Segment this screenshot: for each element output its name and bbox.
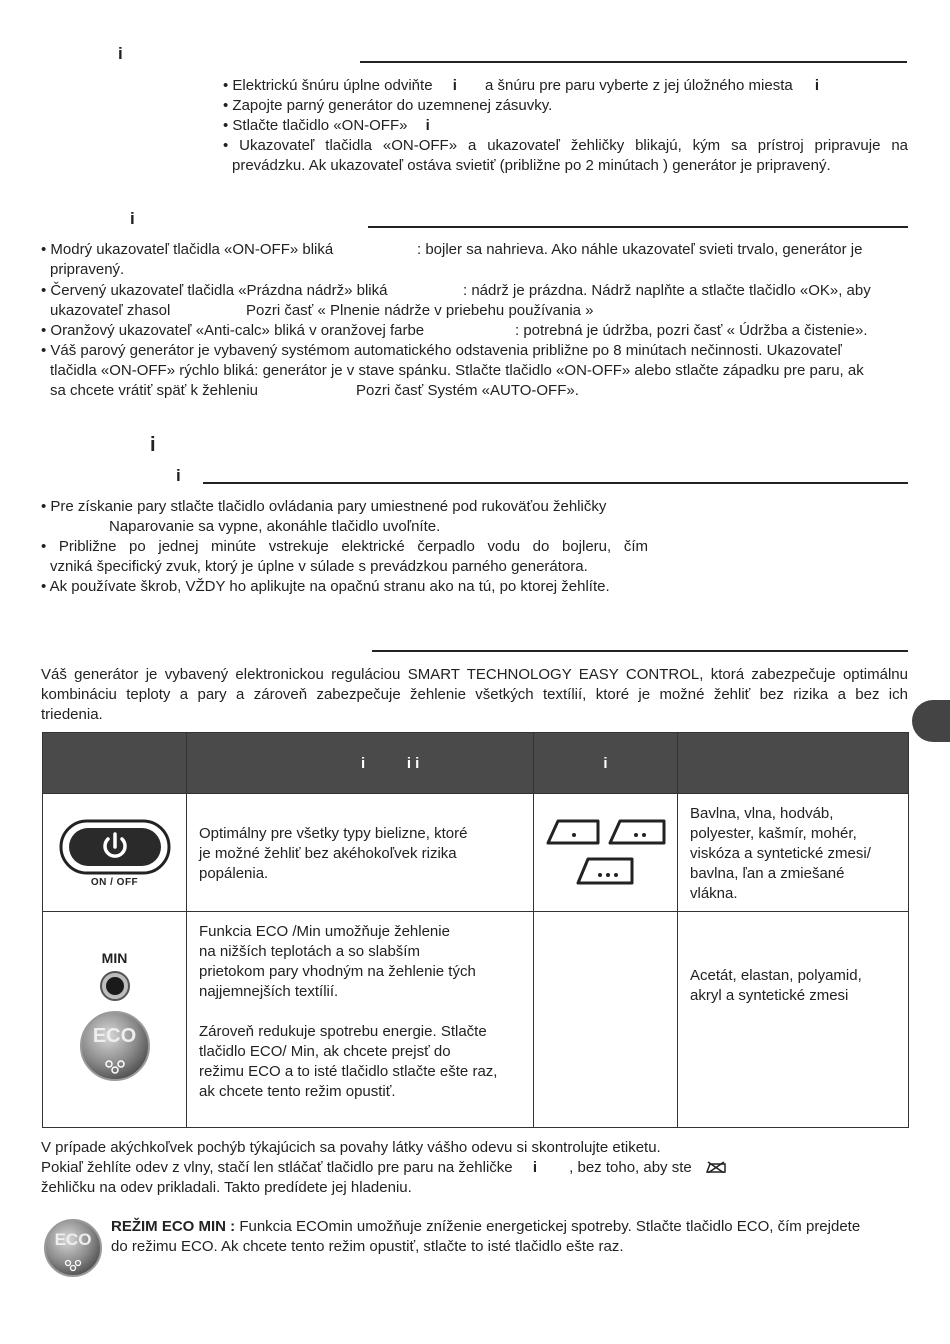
iron-one-dot-icon bbox=[548, 821, 598, 843]
table-header-cell bbox=[678, 733, 909, 794]
sec2-line: • Oranžový ukazovateľ «Anti-calc» bliká v oranžovej farbe bbox=[41, 322, 425, 339]
sec2-line: ukazovateľ zhasol bbox=[50, 302, 171, 319]
sec1-bullet-4-line1: • Ukazovateľ tlačidla «ON-OFF» a ukazovateľ žehličky blikajú, kým sa prístroj pripravuje na bbox=[223, 137, 908, 154]
fabrics-line: polyester, kašmír, mohér, bbox=[690, 825, 857, 842]
sec3-line: Naparovanie sa vypne, akonáhle tlačidlo uvoľníte. bbox=[109, 518, 441, 535]
section3-rule bbox=[203, 482, 908, 484]
eco-label: ECO bbox=[54, 1230, 92, 1249]
fabrics-line: vlákna. bbox=[690, 885, 738, 902]
description-line: popálenia. bbox=[199, 865, 269, 882]
section3-heading-icon: i bbox=[150, 434, 156, 456]
note-line: žehličku na odev prikladali. Takto predídete jej hladeniu. bbox=[41, 1179, 412, 1196]
inline-icon-marker: i bbox=[532, 1159, 537, 1176]
fabrics-cell bbox=[678, 794, 909, 912]
on-off-button-cell bbox=[43, 794, 187, 912]
fabrics-line: viskóza a syntetické zmesi/ bbox=[690, 845, 871, 862]
sec4-intro-line: triedenia. bbox=[41, 706, 103, 723]
sec1-bullet-4-line2: prevádzku. Ak ukazovateľ ostáva svietiť (približne po 2 minútach ) generátor je pripravený. bbox=[232, 157, 831, 174]
section3-subheading-icon: i bbox=[176, 466, 181, 485]
description-line: tlačidlo ECO/ Min, ak chcete prejsť do bbox=[199, 1043, 451, 1060]
fabrics-line: bavlna, ľan a zmiešané bbox=[690, 865, 845, 882]
table-header-cell bbox=[43, 733, 187, 794]
sec1-b1-text-b: a šnúru pre paru vyberte z jej úložného miesta bbox=[485, 77, 793, 94]
sec1-bullet-3 bbox=[223, 116, 430, 136]
iron-three-dots-icon bbox=[578, 859, 632, 883]
description-line: Zároveň redukuje spotrebu energie. Stlačte bbox=[199, 1023, 487, 1040]
table-header-cell: i bbox=[534, 733, 678, 794]
sec2-line: : bojler sa nahrieva. Ako náhle ukazovateľ svieti trvalo, generátor je bbox=[417, 241, 863, 258]
no-ironing-icon bbox=[706, 1161, 726, 1173]
sec3-line: • Pre získanie pary stlačte tlačidlo ovládania pary umiestnené pod rukoväťou žehličky bbox=[41, 498, 607, 515]
page-tab-marker bbox=[912, 700, 950, 742]
description-line: najjemnejších textílií. bbox=[199, 983, 339, 1000]
inline-icon-marker: i bbox=[452, 77, 457, 94]
table-row bbox=[43, 912, 909, 1128]
section2-heading-icon: i bbox=[130, 209, 135, 228]
note-line bbox=[41, 1158, 726, 1178]
fabrics-line: Acetát, elastan, polyamid, bbox=[690, 967, 862, 984]
description-line: Optimálny pre všetky typy bielizne, ktoré bbox=[199, 825, 468, 842]
eco-min-button-cell bbox=[43, 912, 187, 1128]
on-off-label: ON / OFF bbox=[90, 876, 139, 888]
fabrics-line: Bavlna, vlna, hodváb, bbox=[690, 805, 834, 822]
sec4-intro-line: kombináciu teploty a pary a zároveň zabezpečuje žehlenie všetkých textílií, ktoré je možné žehliť bez rizika a bez ich bbox=[41, 686, 908, 703]
eco-note-text: Funkcia ECOmin umožňuje zníženie energetickej spotreby. Stlačte tlačidlo ECO, čím prejdete bbox=[235, 1218, 861, 1235]
sec1-b1-text-a: • Elektrickú šnúru úplne odviňte bbox=[223, 77, 433, 94]
description-cell bbox=[187, 912, 534, 1128]
eco-note-line: do režimu ECO. Ak chcete tento režim opustiť, stlačte to isté tlačidlo ešte raz. bbox=[111, 1238, 624, 1255]
sec2-line: : potrebná je údržba, pozri časť « Údržba a čistenie». bbox=[515, 322, 868, 339]
table-row bbox=[43, 794, 909, 912]
description-spacer bbox=[199, 1002, 523, 1022]
sec4-intro-line: Váš generátor je vybavený elektronickou reguláciou SMART TECHNOLOGY EASY CONTROL, ktorá zabezpečuje optimálnu bbox=[41, 666, 908, 683]
sec2-line: : nádrž je prázdna. Nádrž naplňte a stlačte tlačidlo «OK», aby bbox=[463, 282, 871, 299]
sec1-bullet-1 bbox=[223, 76, 819, 96]
note-text: , bez toho, aby ste bbox=[569, 1159, 692, 1176]
sec1-b3-text: • Stlačte tlačidlo «ON-OFF» bbox=[223, 117, 408, 134]
description-cell bbox=[187, 794, 534, 912]
note-text: Pokiaľ žehlíte odev z vlny, stačí len stláčať tlačidlo pre paru na žehličke bbox=[41, 1159, 513, 1176]
iron-two-dots-icon bbox=[610, 821, 664, 843]
sec2-line: pripravený. bbox=[50, 261, 125, 278]
sec1-bullet-2: • Zapojte parný generátor do uzemnenej zásuvky. bbox=[223, 97, 553, 114]
table-header-row bbox=[43, 733, 909, 794]
note-line: V prípade akýchkoľvek pochýb týkajúcich sa povahy látky vášho odevu si skontrolujte etiketu. bbox=[41, 1139, 661, 1156]
description-line: na nižších teplotách a so slabším bbox=[199, 943, 420, 960]
iron-temperature-icons bbox=[544, 813, 668, 887]
section1-heading-icon: i bbox=[118, 44, 123, 63]
eco-note-label: REŽIM ECO MIN : bbox=[111, 1218, 236, 1235]
sec3-line: • Približne po jednej minúte vstrekuje elektrické čerpadlo vodu do bojleru, čím bbox=[41, 538, 648, 555]
description-line: režimu ECO a to isté tlačidlo stlačte ešte raz, bbox=[199, 1063, 498, 1080]
temperature-icons-cell bbox=[534, 794, 678, 912]
temperature-icons-cell bbox=[534, 912, 678, 1128]
section2-rule bbox=[368, 226, 908, 228]
sec2-line: • Váš parový generátor je vybavený systémom automatického odstavenia približne po 8 minútach nečinnosti. Ukazovateľ bbox=[41, 342, 842, 359]
table-header-cell: i i i bbox=[187, 733, 534, 794]
description-line: prietokom pary vhodným na žehlenie tých bbox=[199, 963, 476, 980]
eco-note-button bbox=[43, 1218, 103, 1278]
sec3-line: • Ak používate škrob, VŽDY ho aplikujte na opačnú stranu ako na tú, po ktorej žehlíte. bbox=[41, 578, 610, 595]
sec2-line: • Modrý ukazovateľ tlačidla «ON-OFF» bliká bbox=[41, 241, 334, 258]
eco-button bbox=[79, 1010, 151, 1082]
sec2-line: • Červený ukazovateľ tlačidla «Prázdna nádrž» bliká bbox=[41, 282, 388, 299]
min-indicator-icon bbox=[99, 970, 131, 1002]
eco-note-line bbox=[111, 1217, 860, 1237]
inline-icon-marker: i bbox=[814, 77, 820, 94]
fabrics-cell bbox=[678, 912, 909, 1128]
fabrics-line: akryl a syntetické zmesi bbox=[690, 987, 849, 1004]
section4-rule bbox=[372, 650, 908, 652]
sec2-line: tlačidla «ON-OFF» rýchlo bliká: generátor je v stave spánku. Stlačte tlačidlo «ON-OFF» alebo stlačte západku pre paru, ak bbox=[50, 362, 864, 379]
description-line: Funkcia ECO /Min umožňuje žehlenie bbox=[199, 923, 450, 940]
section1-rule bbox=[360, 61, 907, 63]
min-label: MIN bbox=[101, 950, 128, 966]
sec2-line: Pozri časť Systém «AUTO-OFF». bbox=[356, 382, 579, 399]
power-button-illustration bbox=[59, 819, 171, 887]
eco-label: ECO bbox=[92, 1025, 137, 1047]
power-button-icon bbox=[59, 819, 171, 875]
inline-icon-marker: i bbox=[425, 117, 430, 134]
sec2-line: sa chcete vrátiť späť k žehleniu bbox=[50, 382, 259, 399]
description-line: ak chcete tento režim opustiť. bbox=[199, 1083, 396, 1100]
sec2-line: Pozri časť « Plnenie nádrže v priebehu používania » bbox=[246, 302, 594, 319]
description-line: je možné žehliť bez akéhokoľvek rizika bbox=[199, 845, 457, 862]
sec3-line: vzniká špecifický zvuk, ktorý je úplne v súlade s prevádzkou parného generátora. bbox=[50, 558, 588, 575]
settings-table bbox=[42, 732, 909, 1128]
